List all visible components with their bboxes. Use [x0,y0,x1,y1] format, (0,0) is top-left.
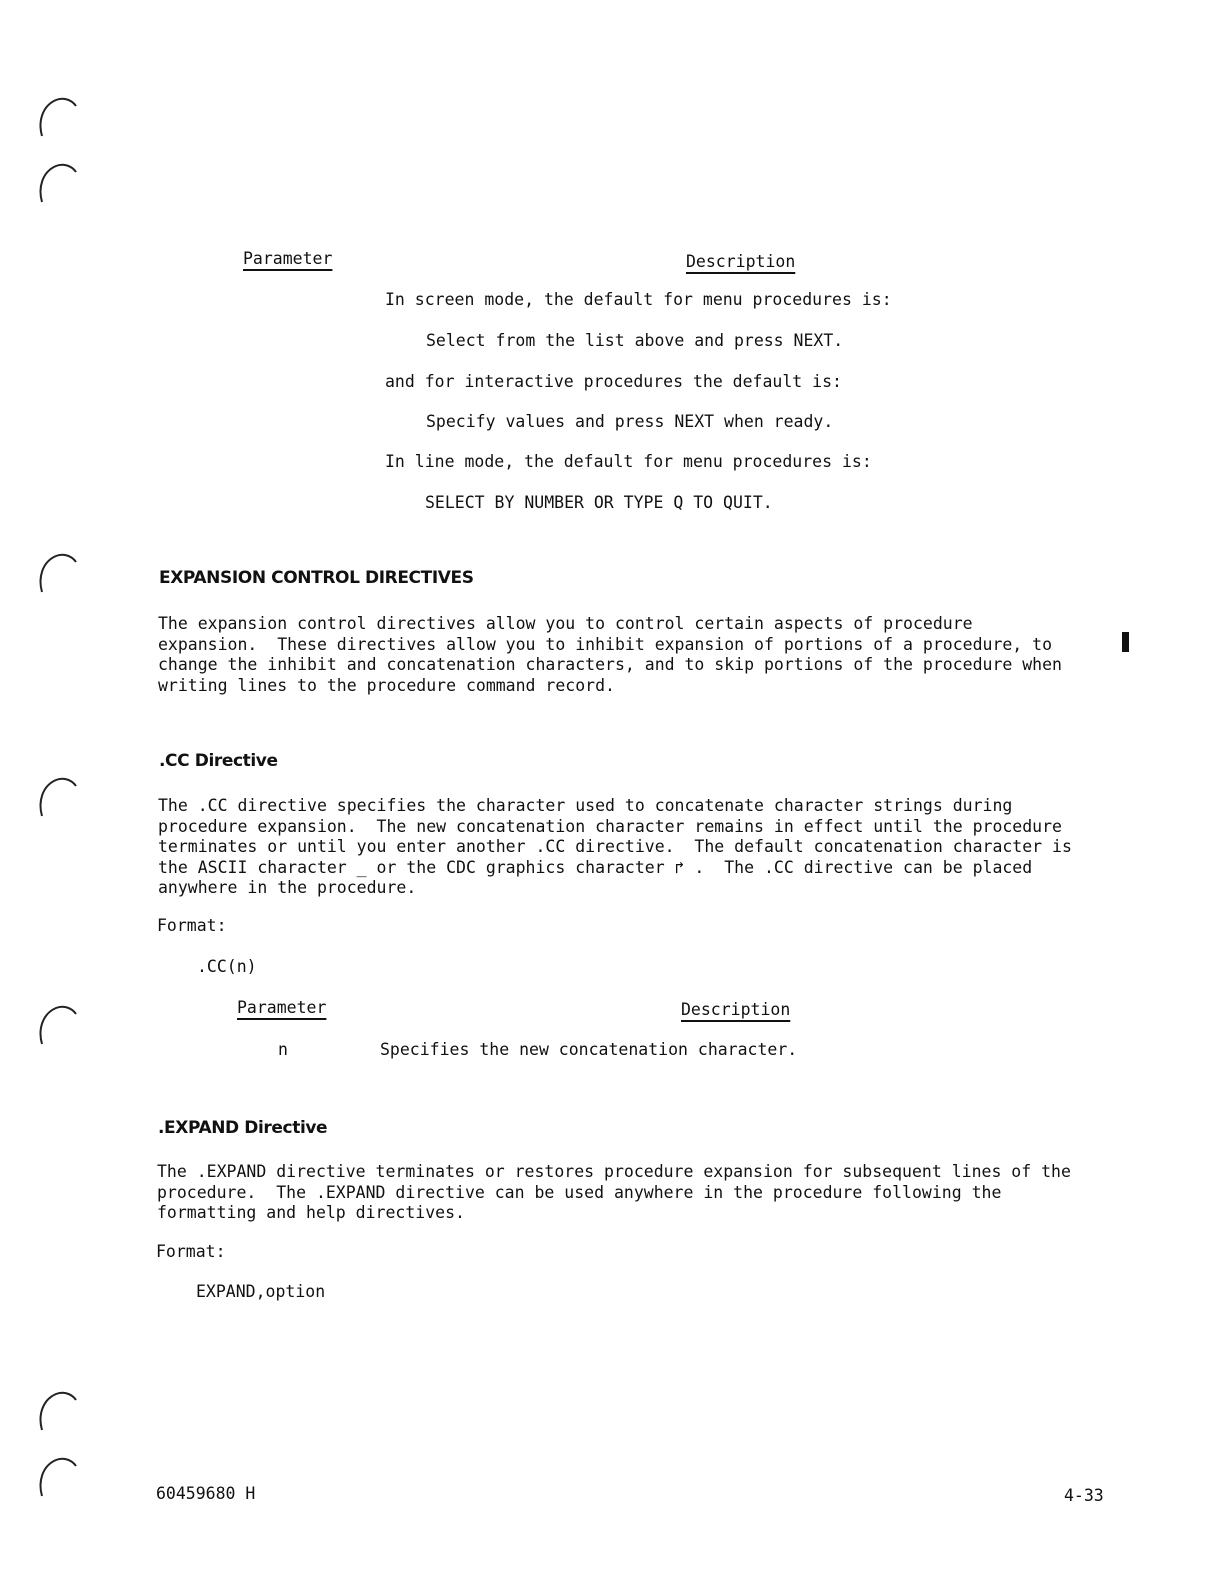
parameter-description: Specifies the new concatenation character. [380,1040,798,1059]
format-label: Format: [157,916,227,935]
document-number: 60459680 H [156,1484,256,1503]
paragraph-line: change the inhibit and concatenation characters, and to skip portions of the procedure when [158,655,1062,674]
binder-hole-mark [36,92,80,140]
table-header-description: Description [686,252,796,271]
paragraph-line: The expansion control directives allow you to control certain aspects of procedure [158,614,973,633]
description-line: SELECT BY NUMBER OR TYPE Q TO QUIT. [425,493,773,512]
format-label: Format: [156,1242,226,1261]
description-line: and for interactive procedures the default is: [385,372,842,391]
format-syntax: EXPAND,option [196,1282,326,1301]
paragraph-line: procedure. The .EXPAND directive can be used anywhere in the procedure following the [157,1182,1002,1202]
paragraph-line: writing lines to the procedure command record. [158,675,615,695]
binder-hole-mark [36,1452,80,1500]
paragraph-line: terminates or until you enter another .CC directive. The default concatenation character is [158,837,1072,856]
paragraph-line: expansion. These directives allow you to inhibit expansion of portions of a procedure, to [158,634,1053,654]
paragraph-line: formatting and help directives. [157,1203,465,1222]
parameter-name: n [278,1040,288,1059]
binder-hole-mark [36,772,80,820]
description-line: Select from the list above and press NEXT. [426,331,844,350]
paragraph-line: The .CC directive specifies the character used to concatenate character strings during [158,796,1013,815]
section-heading-expansion-control: EXPANSION CONTROL DIRECTIVES [159,568,474,588]
description-line: Specify values and press NEXT when ready. [426,412,834,431]
revision-change-bar [1122,632,1129,652]
table-header-parameter: Parameter [243,249,333,268]
description-line: In screen mode, the default for menu procedures is: [385,290,892,309]
description-line: In line mode, the default for menu procedures is: [385,452,872,471]
paragraph-line: The .EXPAND directive terminates or restores procedure expansion for subsequent lines of the [157,1162,1071,1181]
page-number: 4-33 [1064,1486,1104,1505]
table-header-parameter: Parameter [237,998,327,1017]
paragraph-expansion-control [158,614,1062,696]
section-heading-expand-directive: .EXPAND Directive [158,1118,328,1138]
format-syntax: .CC(n) [197,957,257,976]
binder-hole-mark [36,548,80,596]
binder-hole-mark [36,158,80,206]
section-heading-cc-directive: .CC Directive [159,751,278,771]
binder-hole-mark [36,1000,80,1048]
paragraph-cc-directive [158,796,1072,899]
paragraph-line: anywhere in the procedure. [158,878,417,897]
table-header-description: Description [681,1000,791,1019]
paragraph-expand-directive [157,1162,1071,1224]
paragraph-line: procedure expansion. The new concatenation character remains in effect until the procedure [158,816,1062,836]
paragraph-line: the ASCII character _ or the CDC graphics character ↱ . The .CC directive can be placed [158,857,1033,877]
binder-hole-mark [36,1386,80,1434]
